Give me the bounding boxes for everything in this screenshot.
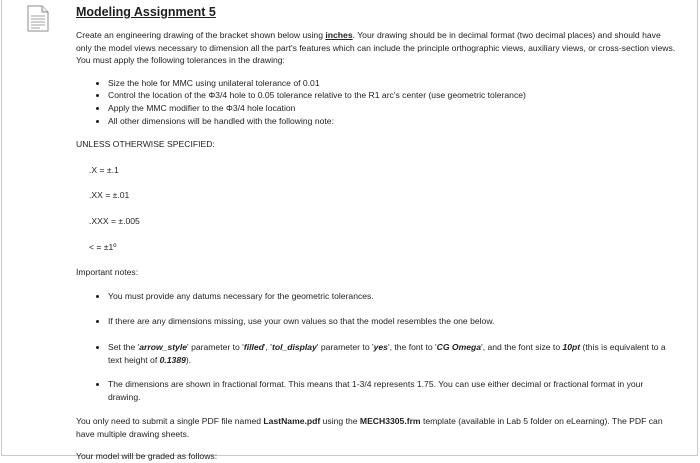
submit-text: template (available in Lab 5 folder on eLearning). The PDF can have multiple drawing sheets. <box>76 416 663 439</box>
font-size: 10pt <box>562 341 581 352</box>
assignment-body <box>76 29 676 463</box>
tolerance-bullet: • Size the hole for MMC using unilateral tolerance of 0.01 <box>108 77 676 90</box>
note-text: ' parameter to ' <box>187 341 244 352</box>
unless-specified-heading: UNLESS OTHERWISE SPECIFIED: <box>76 139 215 150</box>
note-parameters <box>108 341 676 366</box>
note-text: ', and the font size to <box>481 341 563 352</box>
pdf-filename: LastName.pdf <box>263 416 321 427</box>
intro-text-start: Create an engineering drawing of the bracket shown below using <box>76 30 326 40</box>
parameter-value: filled <box>243 341 264 352</box>
assignment-title: Modeling Assignment 5 <box>76 5 216 19</box>
font-name: CG Omega <box>436 341 482 352</box>
important-notes-list <box>76 290 676 404</box>
text-height: 0.1389 <box>159 354 186 365</box>
parameter-name: arrow_style <box>139 341 188 352</box>
template-filename: MECH3305.frm <box>359 416 421 427</box>
intro-units-emphasis: inches <box>325 30 353 40</box>
tolerance-bullet: • All other dimensions will be handled with the following note: <box>108 115 676 128</box>
submit-text: You only need to submit a single PDF file named <box>76 416 264 427</box>
note-text: Set the ' <box>108 341 140 352</box>
note-text: (this is equivalent to a text height of <box>108 341 666 365</box>
document-icon <box>27 5 49 32</box>
tolerance-two-place: .XX = ±.01 <box>89 190 130 201</box>
submit-text: using the <box>320 416 360 427</box>
note-fractional-format: • The dimensions are shown in fractional format. This means that 1-3/4 represents 1.75. You can use either decimal or fractional format in your drawing. <box>108 378 676 403</box>
important-notes-heading: Important notes: <box>76 267 139 278</box>
note-text: ). <box>185 354 192 365</box>
parameter-value: yes <box>373 341 388 352</box>
grading-intro: Your model will be graded as follows: <box>76 451 218 462</box>
note-missing-dimensions: • If there are any dimensions missing, use your own values so that the model resembles the one below. <box>108 315 676 328</box>
tolerance-bullet: • Apply the MMC modifier to the Φ3/4 hole location <box>108 102 676 115</box>
tolerance-three-place: .XXX = ±.005 <box>89 215 140 226</box>
note-text: ', the font to ' <box>387 341 437 352</box>
note-text: ', ' <box>263 341 272 352</box>
tolerance-bullet: • Control the location of the Φ3/4 hole to 0.05 tolerance relative to the R1 arc's center (use geometric tolerance) <box>108 89 676 102</box>
parameter-name: tol_display <box>271 341 317 352</box>
intro-text-end: . Your drawing should be in decimal format (two decimal places) and should have only the model views necessary to dimension all the part's features which can include the principle orthographic views, auxiliary views, or cross-section views. You must apply the following tolerances in the drawing: <box>76 30 676 66</box>
intro-paragraph <box>76 29 676 67</box>
note-text: ' parameter to ' <box>316 341 374 352</box>
tolerance-requirements-list <box>76 77 676 127</box>
tolerance-one-place: .X = ±.1 <box>89 164 119 175</box>
submission-paragraph <box>76 415 676 440</box>
note-datums: • You must provide any datums necessary for the geometric tolerances. <box>108 290 676 303</box>
tolerance-angle: < = ±1º <box>89 241 117 252</box>
